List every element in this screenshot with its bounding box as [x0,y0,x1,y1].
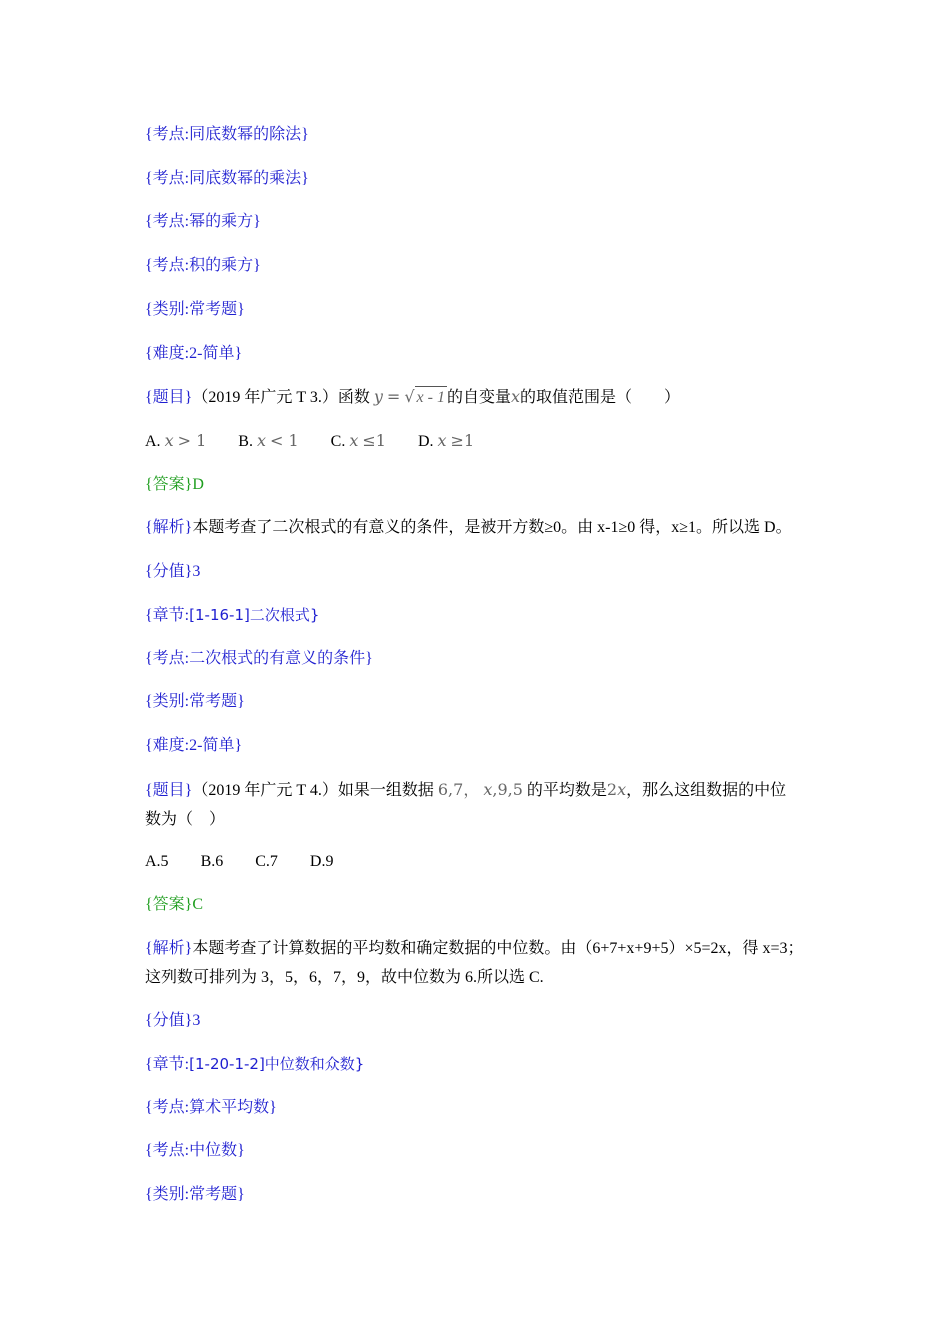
q2-question [145,775,815,834]
q1-text-b: 的自变量 [446,389,511,406]
option-rel: < 1 [269,431,299,450]
option-label: C. [330,433,346,450]
option-var: x [164,431,174,450]
option-label: B. [238,433,253,450]
q1-option-a [145,430,206,453]
sqrt-icon: √ [404,387,415,406]
q2-chapter [145,1053,364,1076]
q1-score: {分值}3 [145,563,201,580]
q2-score: {分值}3 [145,1012,201,1029]
q1-question-tag: {题目} [145,389,193,406]
q2-data-b: ,9,5 [492,780,523,799]
q1-text-a: （2019 年广元 T 3.）函数 [192,389,370,406]
q2-answer-tag: {答案} [145,896,193,913]
q2-answer [145,894,203,916]
q2-text-d: 数为（ ） [145,811,226,828]
q1-kaodian: {考点:二次根式的有意义的条件} [145,650,373,667]
q2-answer-value: C [192,896,204,913]
tag-kaodian-3: {考点:幂的乘方} [145,213,261,230]
q1-analysis-text: 本题考查了二次根式的有意义的条件，是被开方数≥0。由 x-1≥0 得，x≥1。所以选 D。 [192,519,792,536]
option-label: D. [417,433,434,450]
q2-analysis-tag: {解析} [145,940,193,957]
q2-kaodian-1: {考点:算术平均数} [145,1099,277,1116]
q1-text-c: 的取值范围是（ ） [520,389,681,406]
tag-kaodian-1: {考点:同底数幂的除法} [145,126,309,143]
option-rel: ≤1 [362,431,386,450]
option-label: A. [145,433,161,450]
q2-kaodian-2: {考点:中位数} [145,1142,245,1159]
tag-kaodian-4: {考点:积的乘方} [145,257,261,274]
q1-chapter-value: [1-16-1]二次根式} [189,606,320,624]
q1-answer [145,474,204,496]
q1-option-c [331,430,386,453]
q2-chapter-tag: {章节: [145,1056,190,1073]
q1-option-b [238,430,298,453]
q1-var-x: x [510,387,521,406]
q1-formula-radicand: x - 1 [415,386,447,409]
q2-mean-num: 2 [606,780,618,799]
option-var: x [437,431,447,450]
q1-question [145,386,680,409]
q2-analysis [145,934,815,992]
q1-option-d [418,430,474,453]
option-rel: > 1 [177,431,207,450]
q1-formula-eq: = [386,387,401,406]
tag-difficulty: {难度:2-简单} [145,345,243,362]
q1-difficulty: {难度:2-简单} [145,737,243,754]
q2-text-c: ，那么这组数据的中位 [626,782,787,799]
q2-data-a: 6,7， [437,780,480,799]
q1-analysis [145,517,792,539]
q2-mean-var: x [617,780,627,799]
q1-analysis-tag: {解析} [145,519,193,536]
q1-category: {类别:常考题} [145,693,245,710]
q2-option-c: C.7 [255,853,278,870]
q2-text-a: （2019 年广元 T 4.）如果一组数据 [192,782,434,799]
q2-options [145,851,361,873]
q1-formula-y: y [373,387,383,406]
q2-question-tag: {题目} [145,782,193,799]
q1-options [145,430,502,453]
option-rel: ≥1 [450,431,475,450]
tag-kaodian-2: {考点:同底数幂的乘法} [145,170,309,187]
q2-data-var: x [483,780,493,799]
tag-category: {类别:常考题} [145,301,245,318]
option-var: x [349,431,359,450]
q2-chapter-value: [1-20-1-2]中位数和众数} [189,1055,365,1073]
q1-chapter [145,604,319,627]
q2-analysis-line2: 这列数可排列为 3，5，6，7，9，故中位数为 6.所以选 C. [145,969,544,986]
q1-chapter-tag: {章节: [145,607,190,624]
option-var: x [256,431,266,450]
q2-option-a: A.5 [145,853,169,870]
q2-option-d: D.9 [309,853,334,870]
q1-answer-value: D [192,476,204,493]
q2-category: {类别:常考题} [145,1186,245,1203]
q1-answer-tag: {答案} [145,476,193,493]
q2-analysis-line1: 本题考查了计算数据的平均数和确定数据的中位数。由（6+7+x+9+5）×5=2x，得 x=3； [192,940,804,957]
q2-text-b: 的平均数是 [526,782,607,799]
q2-option-b: B.6 [200,853,224,870]
